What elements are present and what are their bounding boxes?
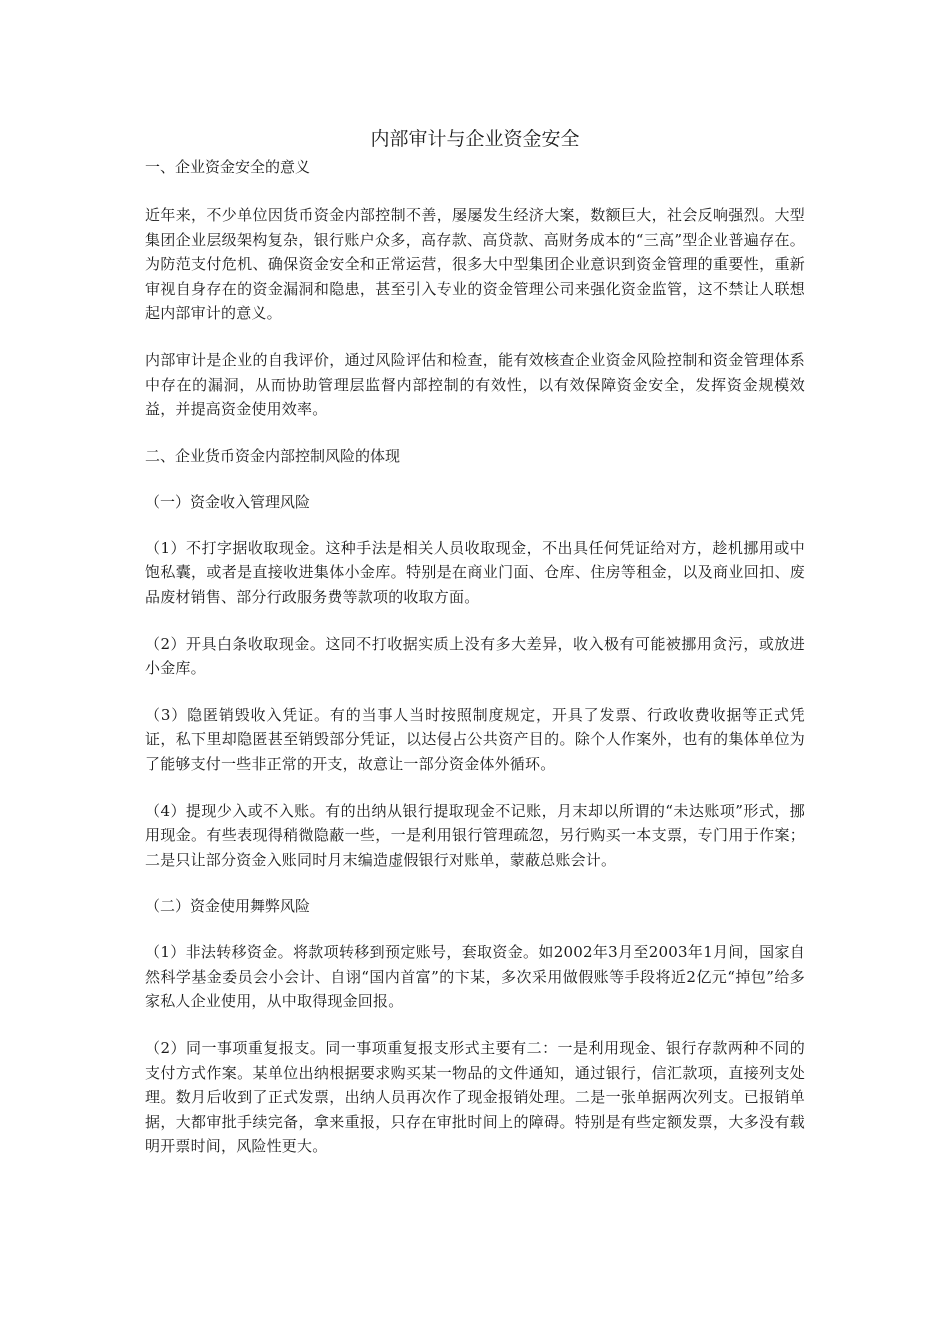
subsection-1-paragraph-3: （3）隐匿销毁收入凭证。有的当事人当时按照制度规定，开具了发票、行政收费收据等正式凭证，私下里却隐匿甚至销毁部分凭证，以达侵占公共资产目的。除个人作案外，也有的集体单位为了能够支付一些非正常的开支，故意让一部分资金体外循环。	[145, 705, 805, 773]
spacer	[145, 514, 805, 536]
spacer	[145, 1014, 805, 1036]
spacer	[145, 326, 805, 348]
section-1-paragraph-2: 内部审计是企业的自我评价，通过风险评估和检查，能有效核查企业资金风险控制和资金管理体系中存在的漏洞，从而协助管理层监督内部控制的有效性，以有效保障资金安全，发挥资金规模效益，并提高资金使用效率。	[145, 350, 805, 419]
section-1-paragraph-1: 近年来，不少单位因货币资金内部控制不善，屡屡发生经济大案，数额巨大，社会反响强烈。大型集团企业层级架构复杂，银行账户众多，高存款、高贷款、高财务成本的“三高”型企业普遍存在。为防范支付危机、确保资金安全和正常运营，很多大中型集团企业意识到资金管理的重要性，重新审视自身存在的资金漏洞和隐患，甚至引入专业的资金管理公司来强化资金监管，这不禁让人联想起内部审计的意义。	[145, 206, 805, 323]
spacer	[145, 872, 805, 894]
subsection-1-heading: （一）资金收入管理风险	[145, 492, 311, 511]
spacer	[145, 468, 805, 490]
document-title: 内部审计与企业资金安全	[370, 128, 580, 150]
spacer	[145, 918, 805, 940]
subsection-1-paragraph-4: （4）提现少入或不入账。有的出纳从银行提取现金不记账，月末却以所谓的“未达账项”形式，挪用现金。有些表现得稍微隐蔽一些，一是利用银行管理疏忽，另行购买一本支票，专门用于作案；二是只让部分资金入账同时月末编造虚假银行对账单，蒙蔽总账会计。	[145, 801, 805, 869]
spacer	[145, 422, 805, 444]
spacer	[145, 777, 805, 799]
section-2-heading: 二、企业货币资金内部控制风险的体现	[145, 446, 401, 465]
section-1-heading: 一、企业资金安全的意义	[145, 158, 311, 176]
spacer	[145, 681, 805, 703]
spacer	[145, 610, 805, 632]
subsection-2-heading: （二）资金使用舞弊风险	[145, 897, 311, 916]
subsection-2-paragraph-1: （1）非法转移资金。将款项转移到预定账号，套取资金。如2002年3月至2003年1月间，国家自然科学基金委员会小会计、自诩“国内首富”的卞某，多次采用做假账等手段将近2亿元“掉包”给多家私人企业使用，从中取得现金回报。	[145, 943, 805, 1011]
subsection-2-paragraph-2: （2）同一事项重复报支。同一事项重复报支形式主要有二：一是利用现金、银行存款两种不同的支付方式作案。某单位出纳根据要求购买某一物品的文件通知，通过银行，信汇款项，直接列支处理。数月后收到了正式发票，出纳人员再次作了现金报销处理。二是一张单据两次列支。已报销单据，大都审批手续完备，拿来重报，只存在审批时间上的障碍。特别是有些定额发票，大多没有载明开票时间，风险性更大。	[145, 1039, 805, 1156]
document-page	[145, 126, 805, 1159]
subsection-1-paragraph-1: （1）不打字据收取现金。这种手法是相关人员收取现金，不出具任何凭证给对方，趁机挪用或中饱私囊，或者是直接收进集体小金库。特别是在商业门面、仓库、住房等租金，以及商业回扣、废品废材销售、部分行政服务费等款项的收取方面。	[145, 538, 805, 606]
subsection-1-paragraph-2: （2）开具白条收取现金。这同不打收据实质上没有多大差异，收入极有可能被挪用贪污，或放进小金库。	[145, 634, 805, 678]
spacer	[145, 179, 805, 203]
